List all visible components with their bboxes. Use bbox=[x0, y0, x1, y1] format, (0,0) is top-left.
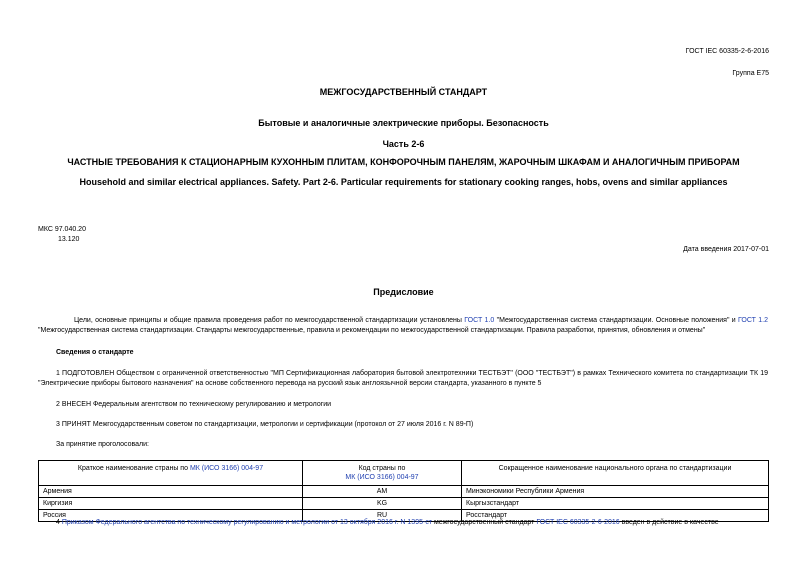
cell-code: KG bbox=[303, 498, 462, 510]
enacted-paragraph bbox=[38, 518, 768, 528]
table-row bbox=[39, 486, 769, 498]
document-number: ГОСТ IEC 60335-2-6-2016 bbox=[685, 48, 769, 55]
enacted-suffix: введен в действие в качестве bbox=[619, 519, 719, 526]
prepared-by-text: 1 ПОДГОТОВЛЕН Обществом с ограниченной ответственностью "МП Сертификационная лаборатория бытовой электротехники ТЕСТБЭТ" (ООО "ТЕСТБЭТ") в рамках Технического комитета по стандартизации ТК 19 "Электрические приборы бытового назначения" на основе собственного перевода на русский язык англоязычной версии стандарта, указанного в пункте 5 bbox=[38, 370, 768, 387]
enacted-prefix: 4 bbox=[56, 519, 62, 526]
header-country-link[interactable]: МК (ИСО 3166) 004-97 bbox=[189, 465, 264, 472]
mks-code-2: 13.120 bbox=[58, 236, 80, 243]
gost-1-0-link[interactable]: ГОСТ 1.0 bbox=[464, 317, 495, 324]
goals-text-1: Цели, основные принципы и общие правила проведения работ по межгосударственной стандартизации установлены bbox=[74, 317, 465, 324]
goals-text-2: "Межгосударственная система стандартизации. Основные положения" и bbox=[494, 317, 738, 324]
header-code bbox=[303, 461, 462, 486]
standard-info-heading: Сведения о стандарте bbox=[56, 349, 134, 356]
cell-code: RU bbox=[303, 510, 462, 522]
introduction-date: Дата введения 2017-07-01 bbox=[683, 246, 769, 253]
cell-country: Россия bbox=[39, 510, 303, 522]
special-requirements-title: ЧАСТНЫЕ ТРЕБОВАНИЯ К СТАЦИОНАРНЫМ КУХОННЫМ ПЛИТАМ, КОНФОРОЧНЫМ ПАНЕЛЯМ, ЖАРОЧНЫМ ШКАФАМ И АНАЛОГИЧНЫМ ПРИБОРАМ bbox=[67, 157, 740, 167]
cell-body: Кыргызстандарт bbox=[462, 498, 769, 510]
cell-country: Киргизия bbox=[39, 498, 303, 510]
cell-code: AM bbox=[303, 486, 462, 498]
voted-label: За принятие проголосовали: bbox=[56, 441, 149, 448]
group-label: Группа Е75 bbox=[732, 70, 769, 77]
submitted-by-paragraph: 2 ВНЕСЕН Федеральным агентством по техническому регулированию и метрологии bbox=[56, 401, 332, 408]
cell-country: Армения bbox=[39, 486, 303, 498]
table-header-row bbox=[39, 461, 769, 486]
enacted-mid: межгосударственный стандарт bbox=[432, 519, 537, 526]
table-row bbox=[39, 498, 769, 510]
main-title: МЕЖГОСУДАРСТВЕННЫЙ СТАНДАРТ bbox=[319, 87, 488, 97]
header-body: Сокращенное наименование национального органа по стандартизации bbox=[462, 461, 769, 486]
english-title: Household and similar electrical appliances. Safety. Part 2-6. Particular requirements for stationary cooking ranges, hobs, ovens and similar appliances bbox=[79, 177, 728, 187]
header-code-text: Код страны по bbox=[358, 465, 406, 472]
order-link[interactable]: Приказом Федерального агентства по техническому регулированию и метрологии от 13 октября 2016 г. N 1395-ст bbox=[61, 519, 433, 526]
cell-body: Росстандарт bbox=[462, 510, 769, 522]
cell-body: Минэкономики Республики Армения bbox=[462, 486, 769, 498]
header-country-text: Краткое наименование страны по bbox=[77, 465, 190, 472]
voting-table bbox=[38, 460, 769, 522]
mks-code-1: МКС 97.040.20 bbox=[38, 226, 86, 233]
goals-text-3: "Межгосударственная система стандартизации. Стандарты межгосударственные, правила и рекомендации по межгосударственной стандартизации. Правила разработки, принятия, обновления и отмены" bbox=[38, 327, 706, 334]
header-code-link[interactable]: МК (ИСО 3166) 004-97 bbox=[345, 474, 419, 481]
subtitle: Бытовые и аналогичные электрические приборы. Безопасность bbox=[258, 118, 549, 128]
gost-1-2-link[interactable]: ГОСТ 1.2 bbox=[738, 317, 768, 324]
prepared-by-paragraph bbox=[38, 369, 768, 389]
header-country bbox=[39, 461, 303, 486]
goals-paragraph bbox=[38, 316, 768, 336]
part-label: Часть 2-6 bbox=[382, 139, 425, 149]
gost-iec-link[interactable]: ГОСТ IEC 60335-2-6-2016 bbox=[536, 519, 620, 526]
preface-heading: Предисловие bbox=[373, 287, 434, 297]
adopted-by-paragraph: 3 ПРИНЯТ Межгосударственным советом по стандартизации, метрологии и сертификации (протокол от 27 июля 2016 г. N 89-П) bbox=[56, 421, 474, 428]
